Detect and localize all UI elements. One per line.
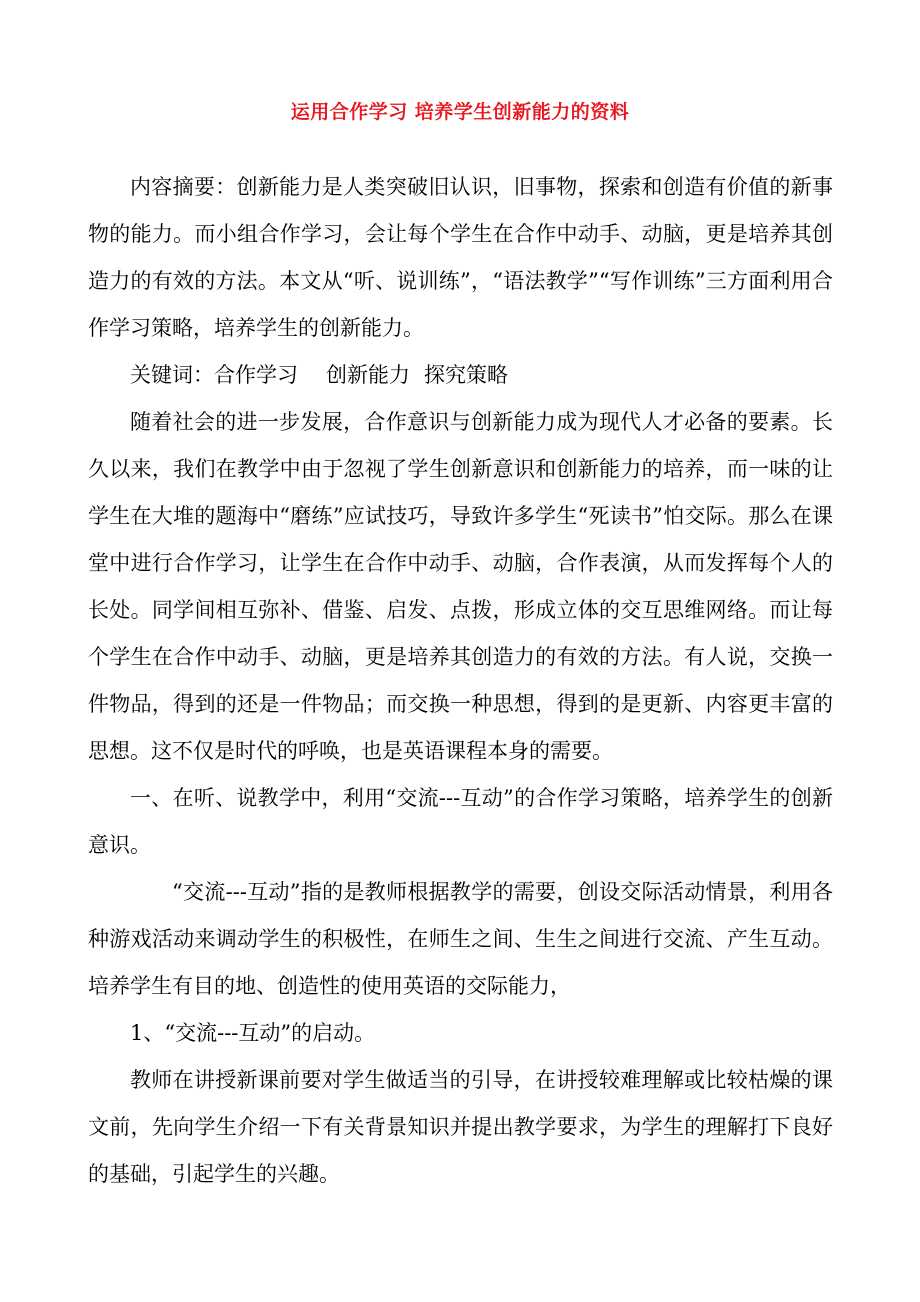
abstract-paragraph: 内容摘要：创新能力是人类突破旧认识，旧事物，探索和创造有价值的新事物的能力。而小组合作学习，会让每个学生在合作中动手、动脑，更是培养其创造力的有效的方法。本文从“听、说训练”，“语法教学”“写作训练”三方面利用合作学习策略，培养学生的创新能力。 <box>88 175 833 340</box>
document-body <box>88 164 833 1198</box>
body-paragraph: “交流---互动”指的是教师根据教学的需要，创设交际活动情景，利用各种游戏活动来调动学生的积极性，在师生之间、生生之间进行交流、产生互动。培养学生有目的地、创造性的使用英语的交际能力， <box>88 880 833 998</box>
body-paragraph: 随着社会的进一步发展，合作意识与创新能力成为现代人才必备的要素。长久以来，我们在教学中由于忽视了学生创新意识和创新能力的培养，而一味的让学生在大堆的题海中“磨练”应试技巧，导致许多学生“死读书”怕交际。那么在课堂中进行合作学习，让学生在合作中动手、动脑，合作表演，从而发挥每个人的长处。同学间相互弥补、借鉴、启发、点拨，形成立体的交互思维网络。而让每个学生在合作中动手、动脑，更是培养其创造力的有效的方法。有人说，交换一件物品，得到的还是一件物品；而交换一种思想，得到的是更新、内容更丰富的思想。这不仅是时代的呼唤，也是英语课程本身的需要。 <box>88 410 833 763</box>
section-heading: 一、在听、说教学中，利用“交流---互动”的合作学习策略，培养学生的创新意识。 <box>88 786 833 857</box>
keyword-item: 合作学习 <box>214 363 298 387</box>
subsection-heading: 1、“交流---互动”的启动。 <box>130 1021 376 1045</box>
keywords-label: 关键词： <box>130 363 214 387</box>
body-paragraph: 教师在讲授新课前要对学生做适当的引导，在讲授较难理解或比较枯燥的课文前，先向学生介绍一下有关背景知识并提出教学要求，为学生的理解打下良好的基础，引起学生的兴趣。 <box>88 1068 833 1186</box>
document-title: 运用合作学习 培养学生创新能力的资料 <box>290 101 630 123</box>
keyword-item: 探究策略 <box>424 363 508 387</box>
keywords-line <box>88 352 833 399</box>
keyword-item: 创新能力 <box>326 363 410 387</box>
